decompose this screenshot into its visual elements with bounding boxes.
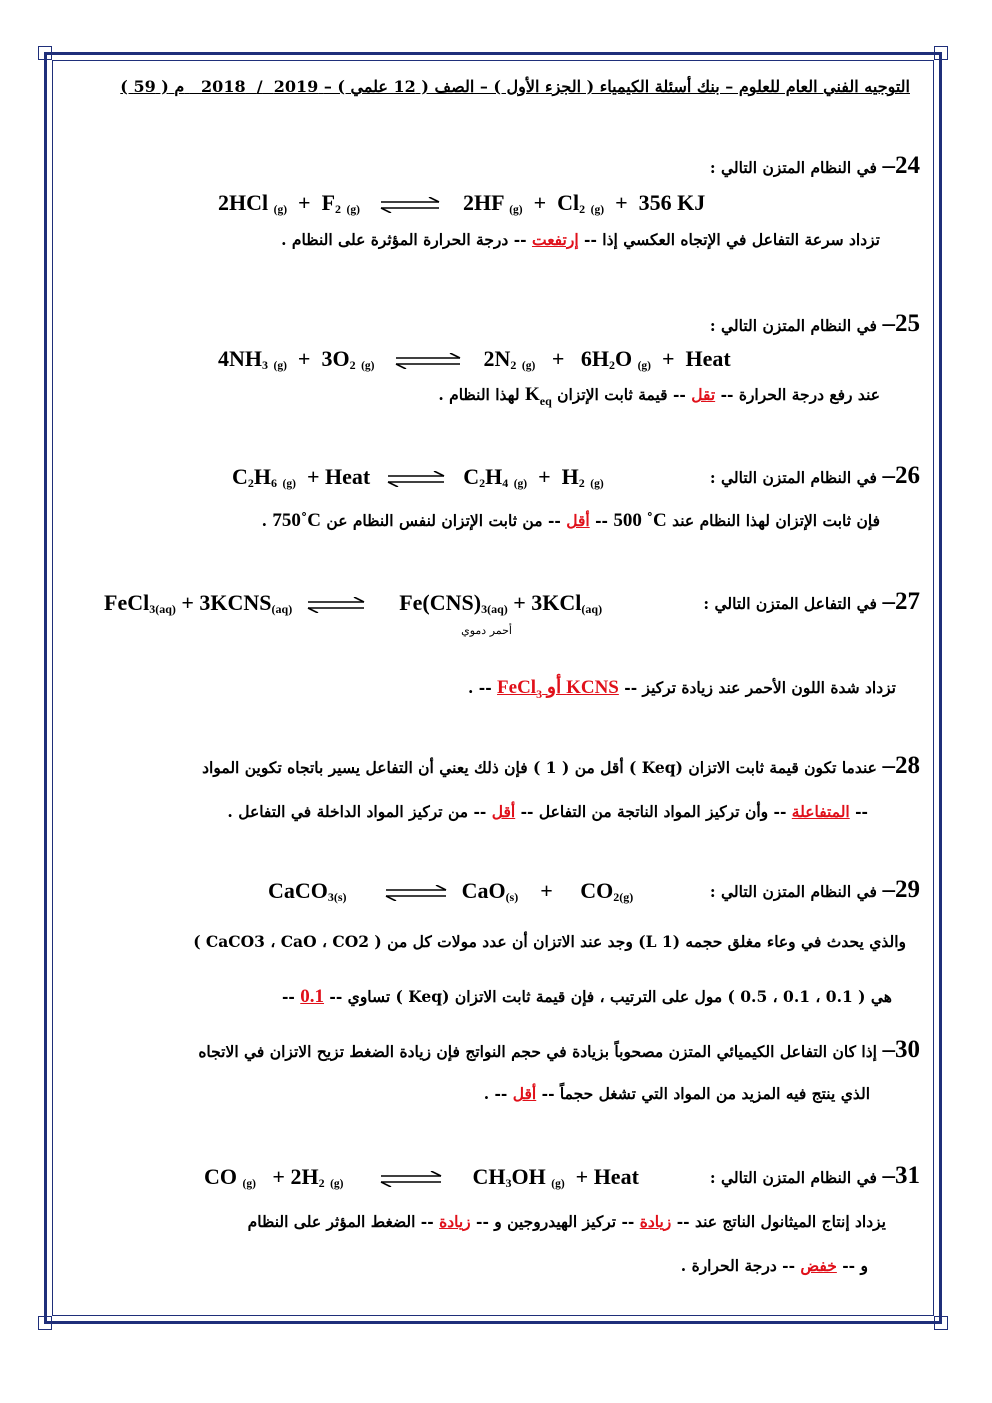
statement-text: لهذا النظام . (438, 385, 520, 404)
header-year-to: 2019 (273, 77, 319, 96)
answer-text: خفض (800, 1256, 837, 1275)
frame-corner (38, 46, 52, 60)
equilibrium-arrow-icon (384, 885, 450, 901)
statement-text: -- تركيز الهيدروجين و -- (476, 1212, 635, 1231)
eq-right: $CH_3OH$ (g) + Heat (472, 1164, 639, 1190)
eq-left: FeCl$_{3(aq)}$ + $3KCNS_{(aq)}$ (104, 590, 293, 616)
q27-intro (703, 588, 920, 616)
answer-text: المتفاعلة (791, 802, 850, 821)
page-header (120, 77, 910, 96)
statement-text: -- قيمة ثابت الإتزان (557, 385, 686, 404)
q26-statement: فإن ثابت الإتزان لهذا النظام عند 500 ˚C -- أقل -- من ثابت الإتزان لنفس النظام عن 750˚C . (261, 510, 880, 531)
header-title: التوجيه الفني العام للعلوم – بنك أسئلة الكيمياء ( الجزء الأول ) – الصف ( 12 علمي ) – (323, 77, 910, 96)
answer-text: تقل (691, 385, 716, 404)
q30-line2 (484, 1084, 870, 1103)
q31-line2 (681, 1256, 868, 1275)
answer-text: زيادة (439, 1212, 471, 1231)
q27-equation (104, 590, 602, 617)
statement-text: -- درجة الحرارة المؤثرة على النظام . (281, 230, 527, 249)
answer-text: أقل (566, 511, 590, 530)
question-number: 31– (882, 1162, 920, 1189)
eq-left: CaCO$_{3(s)}$ (268, 878, 347, 904)
question-text: عندما تكون قيمة ثابت الاتزان (Keq ) أقل من ( 1 ) فإن ذلك يعني أن التفاعل يسير باتجاه تكوين المواد (202, 758, 877, 777)
answer-text: زيادة (639, 1212, 672, 1231)
eq-left: $4NH_3$ $(g) + 3O_2$ (g) (218, 346, 375, 372)
statement-text: -- (281, 987, 295, 1006)
eq-right: $Fe(CNS)_{3(aq)} + 3KCl_{(aq)}$ (399, 590, 603, 616)
question-number: 26– (882, 462, 920, 489)
equilibrium-arrow-icon (379, 197, 443, 213)
q29-line1: والذي يحدث في وعاء مغلق حجمه (1 L) وجد عند الاتزان أن عدد مولات كل من ( CaCO3 ، CaO ، CO2 ) (193, 932, 906, 951)
temperature-500: 500 ˚C (613, 510, 667, 531)
eq-left: 2HCl $(g) + F_2$ (g) (218, 190, 360, 216)
eq-right: $2N_2$ $(g) + 6H_2O$ (g) + Heat (483, 346, 731, 372)
q24-statement (281, 230, 880, 249)
statement-text: تزداد شدة اللون الأحمر عند زيادة تركيز -- (624, 678, 896, 697)
statement-text: -- من تركيز المواد الداخلة في التفاعل . (227, 802, 487, 821)
statement-text: -- . (483, 1084, 508, 1103)
q24-intro (710, 152, 920, 180)
statement-text: تزداد سرعة التفاعل في الإتجاه العكسي إذا -- (584, 230, 880, 249)
q28-line1 (202, 752, 920, 780)
question-number: 24– (882, 152, 920, 179)
question-intro: في النظام المتزن التالي : (709, 882, 877, 901)
temperature-750: 750˚C (272, 510, 321, 531)
question-text: إذا كان التفاعل الكيميائي المتزن مصحوباً بزيادة في حجم النواتج فإن زيادة الضغط تزيح الاتزان في الاتجاه (198, 1042, 877, 1061)
statement-text: -- . (467, 678, 492, 697)
statement-text: فإن ثابت الإتزان لهذا النظام عند (672, 511, 880, 530)
header-year-from: 2018 (201, 77, 246, 96)
answer-text: أقل (512, 1084, 537, 1103)
q25-intro (710, 310, 920, 338)
product-color-note: أحمر دموي (461, 624, 512, 637)
question-intro: في النظام المتزن التالي : (709, 468, 877, 487)
q29-equation (268, 878, 633, 905)
question-number: 28– (882, 752, 920, 779)
statement-text: هي ( 0.1 ، 0.1 ، 0.5 ) مول على الترتيب ، فإن قيمة ثابت الاتزان (Keq ) تساوي -- (329, 987, 892, 1006)
q30-line1 (198, 1036, 920, 1064)
eq-left: CO $(g) + 2H_2$ (g) (204, 1164, 344, 1190)
question-intro: في النظام المتزن التالي : (709, 158, 877, 177)
page-number: ( 59 ) (120, 77, 169, 96)
equilibrium-arrow-icon (306, 597, 368, 613)
statement-text: يزداد إنتاج الميثانول الناتج عند -- (676, 1212, 886, 1231)
q31-line1 (248, 1212, 886, 1231)
question-number: 27– (882, 588, 920, 615)
q26-intro (710, 462, 920, 490)
question-intro: في التفاعل المتزن التالي : (703, 594, 877, 613)
q24-equation (218, 190, 705, 217)
q29-intro (710, 876, 920, 904)
header-slash: / (256, 77, 263, 96)
statement-text: عند رفع درجة الحرارة -- (720, 385, 880, 404)
question-intro: في النظام المتزن التالي : (709, 1168, 877, 1187)
statement-text: -- وأن تركيز المواد الناتجة من التفاعل -- (520, 802, 787, 821)
q25-equation (218, 346, 731, 373)
statement-text: -- الضغط المؤثر على النظام (247, 1212, 434, 1231)
keq-symbol: $K_{eq}$ (524, 384, 552, 408)
q31-equation (204, 1164, 639, 1191)
frame-corner (934, 46, 948, 60)
statement-text: من ثابت الإتزان لنفس النظام عن (326, 511, 543, 530)
q27-statement (468, 676, 896, 702)
q26-equation (232, 464, 604, 491)
answer-text: 0.1 (300, 986, 325, 1007)
q29-line2 (282, 986, 892, 1008)
question-number: 25– (882, 310, 920, 337)
question-intro: في النظام المتزن التالي : (709, 316, 877, 335)
q25-statement (438, 384, 880, 409)
eq-right: $C_2H_4$ $(g) + H_2$ (g) (463, 464, 604, 490)
frame-corner (38, 1316, 52, 1330)
q31-intro (710, 1162, 920, 1190)
eq-left: $C_2H_6$ (g) + Heat (232, 464, 371, 490)
eq-right: 2HF $(g) + Cl_2$ (g) + 356 KJ (462, 190, 706, 216)
answer-text: KCNS أو FeCl$_3$ (497, 677, 619, 701)
equilibrium-arrow-icon (379, 1171, 445, 1187)
statement-text: . (261, 511, 268, 530)
answer-text: إرتفعت (531, 230, 579, 249)
equilibrium-arrow-icon (386, 471, 448, 487)
header-era: م (174, 77, 185, 96)
eq-right: CaO$_{(s)}$ + $CO_{2(g)}$ (461, 878, 634, 904)
frame-corner (934, 1316, 948, 1330)
question-number: 29– (882, 876, 920, 903)
statement-text: و -- (842, 1256, 868, 1275)
q28-line2: -- المتفاعلة -- وأن تركيز المواد الناتجة من التفاعل -- أقل -- من تركيز المواد الداخلة في التفاعل . (227, 802, 868, 821)
statement-text: الذي ينتج فيه المزيد من المواد التي تشغل حجماً -- (541, 1084, 870, 1103)
statement-text: -- درجة الحرارة . (680, 1256, 796, 1275)
answer-text: أقل (491, 802, 516, 821)
equilibrium-arrow-icon (394, 353, 464, 369)
question-number: 30– (882, 1036, 920, 1063)
